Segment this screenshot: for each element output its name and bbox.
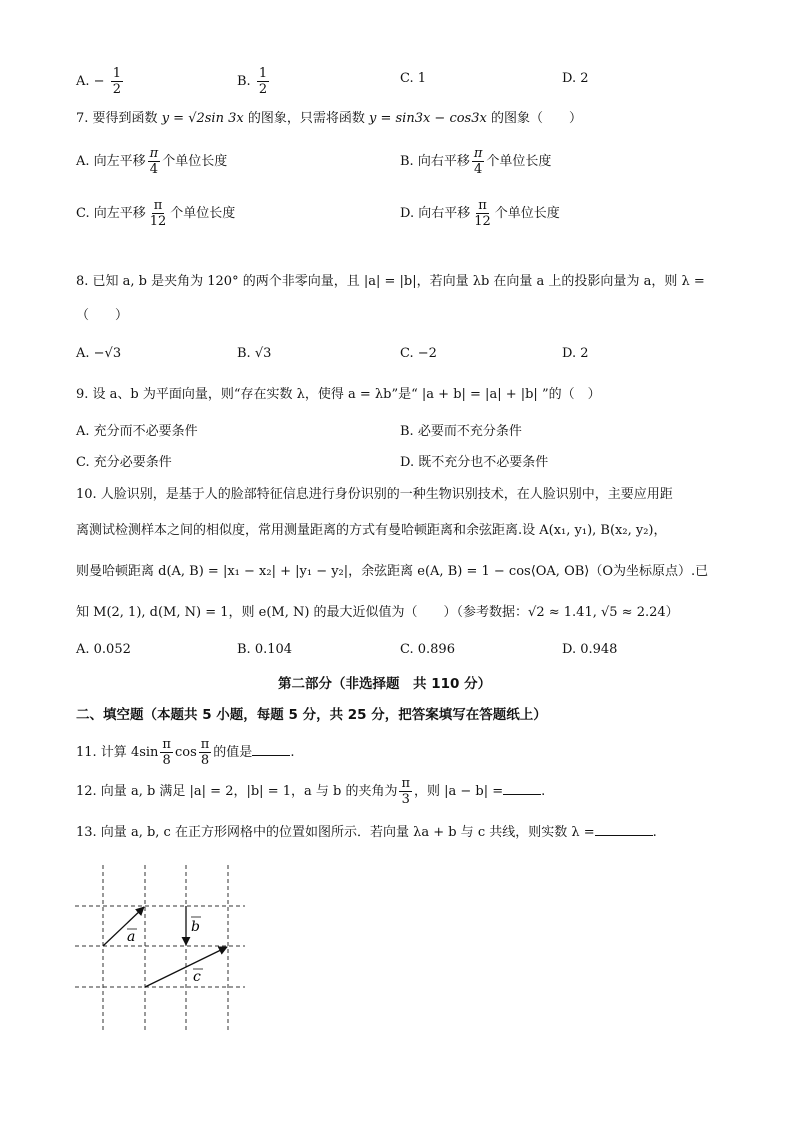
denominator: 3 [401,792,410,807]
answer-blank[interactable] [595,835,653,836]
q6-option-a [76,66,125,97]
vector-c-arrow [145,947,227,987]
q10-option-d: D. 0.948 [562,642,618,657]
q9-option-b: B. 必要而不充分条件 [400,424,522,439]
q7-function-1: y = √2sin 3x [161,111,244,126]
q7-stem-text: 的图象（ ） [490,111,582,126]
q7-function-2: y = sin3x − cos3x [368,111,487,126]
vector-grid-figure [70,860,250,1035]
numerator: 1 [258,66,268,81]
q7-stem [76,110,582,128]
q6-option-b [237,66,271,97]
denominator: 12 [474,214,491,229]
option-tail: 个单位长度 [162,154,228,169]
q11-text: 11. 计算 4sin [76,745,159,760]
q13 [76,824,657,842]
fraction [160,737,173,768]
part-two-title: 第二部分（非选择题 共 110 分） [278,676,492,692]
fraction [257,66,269,97]
option-tail: 个单位长度 [170,206,236,221]
answer-blank[interactable] [252,755,290,756]
denominator: 8 [200,753,210,768]
q10-line-2: 离测试检测样本之间的相似度，常用测量距离的方式有曼哈顿距离和余弦距离.设 A(x₁, y₁), B(x₂, y₂)， [76,523,667,538]
q8-paren: （ ） [76,308,129,323]
q9-option-c: C. 充分必要条件 [76,455,172,470]
fraction [472,146,485,177]
option-label: A. 向左平移 [76,154,146,169]
denominator: 2 [258,82,268,97]
q7-stem-text: 7. 要得到函数 [76,111,158,126]
q8-option-d: D. 2 [562,346,589,361]
vector-c-label: c [193,969,201,985]
numerator: π [200,737,210,752]
q10-option-b: B. 0.104 [237,642,293,657]
section-two-title: 二、填空题（本题共 5 小题，每题 5 分，共 25 分，把答案填写在答题纸上） [76,707,547,723]
q11-text: cos [174,745,197,760]
q11-text: . [290,745,295,760]
q10-line-1: 10. 人脸识别，是基于人的脸部特征信息进行身份识别的一种生物识别技术，在人脸识别中，主要应用距 [76,487,673,502]
numerator: π [478,198,487,213]
answer-blank[interactable] [503,794,541,795]
q7-option-b [400,146,551,177]
q6-option-c: C. 1 [400,71,427,86]
denominator: 4 [149,162,159,177]
numerator: π [162,737,171,752]
q10-line-4: 知 M(2, 1), d(M, N) = 1，则 e(M, N) 的最大近似值为（ ）（参考数据：√2 ≈ 1.41, √5 ≈ 2.24） [76,605,679,620]
numerator: 1 [112,66,121,81]
option-label: D. 向右平移 [400,206,471,221]
q12 [76,776,545,807]
fraction [399,776,412,807]
q11 [76,737,294,768]
q10-option-c: C. 0.896 [400,642,455,657]
q11-text: 的值是 [213,745,253,760]
option-label: C. 向左平移 [76,206,146,221]
q8-option-c: C. −2 [400,346,437,361]
option-tail: 个单位长度 [486,154,552,169]
fraction [148,198,169,229]
minus-sign: − [93,74,105,89]
q12-text: . [541,784,546,799]
grid-lines [75,865,245,1030]
fraction [472,198,493,229]
denominator: 12 [149,214,167,229]
vector-a-arrow [103,907,144,946]
q10-line-3: 则曼哈顿距离 d(A, B) = |x₁ − x₂| + |y₁ − y₂|，余弦距离 e(A, B) = 1 − cos⟨OA, OB⟩（O为坐标原点）.已 [76,564,709,579]
denominator: 8 [162,753,171,768]
vector-b-label: b [191,919,200,935]
q7-option-a [76,146,227,177]
q10-option-a: A. 0.052 [76,642,131,657]
denominator: 2 [112,82,121,97]
option-tail: 个单位长度 [494,206,560,221]
option-label: B. [237,74,251,89]
numerator: π [473,146,483,161]
option-label: B. 向右平移 [400,154,470,169]
fraction [199,737,212,768]
q8-option-a: A. −√3 [76,346,122,361]
numerator: π [149,146,159,161]
vector-a-label: a [127,929,136,945]
fraction [111,66,123,97]
numerator: π [401,776,411,791]
q9-option-a: A. 充分而不必要条件 [76,424,198,439]
q7-option-c [76,198,235,229]
q9-option-d: D. 既不充分也不必要条件 [400,455,549,470]
fraction [148,146,161,177]
q8-option-b: B. √3 [237,346,272,361]
denominator: 4 [473,162,483,177]
q8-stem: 8. 已知 a, b 是夹角为 120° 的两个非零向量，且 |a| = |b|，若向量 λb 在向量 a 上的投影向量为 a，则 λ = [76,274,705,289]
q12-text: ，则 |a − b| = [414,784,504,799]
q7-stem-text: 的图象，只需将函数 [247,111,365,126]
q7-option-d [400,198,560,229]
numerator: π [153,198,163,213]
option-label: A. [76,74,90,89]
q13-text: . [652,825,657,840]
q13-text: 13. 向量 a, b, c 在正方形网格中的位置如图所示．若向量 λa + b 与 c 共线，则实数 λ = [76,825,595,840]
q12-text: 12. 向量 a, b 满足 |a| = 2，|b| = 1，a 与 b 的夹角为 [76,784,398,799]
q6-option-d: D. 2 [562,71,589,86]
q9-stem: 9. 设 a、b 为平面向量，则“存在实数 λ，使得 a = λb”是“ |a + b| = |a| + |b| ”的（ ） [76,387,601,402]
